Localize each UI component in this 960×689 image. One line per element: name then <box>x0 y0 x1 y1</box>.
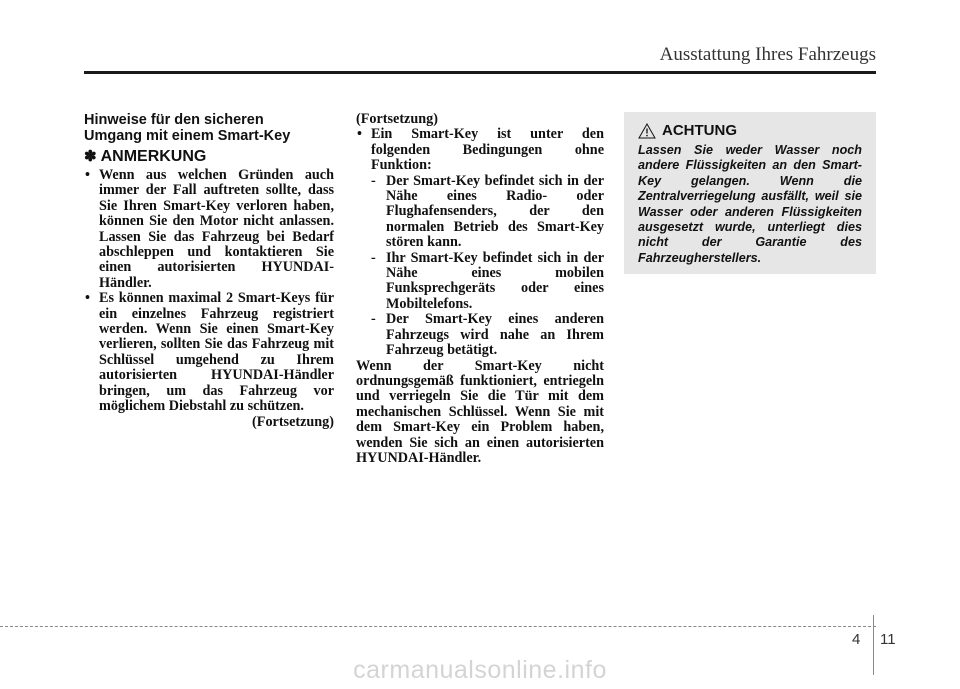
warning-box <box>624 112 876 274</box>
list-item-text: Ein Smart-Key ist unter den folgenden Bedingungen ohne Funktion: <box>371 126 604 174</box>
continued-label: (Fortsetzung) <box>252 413 334 430</box>
sub-list-item <box>371 251 604 313</box>
footer-rule <box>0 626 876 627</box>
sub-list-item-text: Der Smart-Key befindet sich in der Nähe eines Radio- oder Flughafensenders, der den normalen Betrieb des Smart-Key stören kann. <box>386 172 604 251</box>
dash-marker: - <box>371 311 376 328</box>
header-rule <box>84 71 876 74</box>
section-title <box>84 112 334 144</box>
sub-list-item <box>371 174 604 251</box>
column-middle <box>356 112 604 466</box>
dash-marker: - <box>371 249 376 266</box>
sub-list-item-text: Ihr Smart-Key befindet sich in der Nähe eines mobilen Funksprechgeräts oder eines Mobiltelefons. <box>386 249 604 312</box>
warning-text: Lassen Sie weder Wasser noch andere Flüssigkeiten an den Smart-Key gelangen. Wenn die Zentralverriegelung ausfällt, weil sie Wasser oder anderen Flüssigkeiten ausgesetzt wurde, unterliegt dies nicht der Garantie des Fahrzeugherstellers. <box>638 143 862 265</box>
note-heading-label: ANMERKUNG <box>100 148 207 165</box>
column-left <box>84 112 334 430</box>
continued-label: (Fortsetzung) <box>356 111 438 127</box>
body-paragraph: Wenn der Smart-Key nicht ordnungsgemäß funktioniert, entriegeln und verriegeln Sie die Tür mit dem mechanischen Schlüssel. Wenn Sie mit dem Smart-Key ein Problem haben, wenden Sie sich an einen autorisierten HYUNDAI-Händler. <box>356 357 604 466</box>
sub-list-item-text: Der Smart-Key eines anderen Fahrzeugs wird nahe an Ihrem Fahrzeug betätigt. <box>386 311 604 359</box>
bullet-marker: • <box>357 126 362 143</box>
page-header-title: Ausstattung Ihres Fahrzeugs <box>659 44 876 65</box>
note-star-icon: ✽ <box>84 148 97 165</box>
page-number: 11 <box>880 631 896 648</box>
warning-heading <box>638 122 862 139</box>
bullet-marker: • <box>85 290 90 307</box>
dash-marker: - <box>371 172 376 189</box>
list-item <box>84 291 334 414</box>
list-item-text: Wenn aus welchen Gründen auch immer der Fall auftreten sollte, dass Sie Ihren Smart-Key verloren haben, können Sie den Motor nicht anlassen. Lassen Sie das Fahrzeug bei Bedarf abschleppen und kontaktieren Sie einen autorisierten HYUNDAI-Händler. <box>99 167 334 291</box>
warning-triangle-icon <box>638 123 656 139</box>
list-item-text: Es können maximal 2 Smart-Keys für ein einzelnes Fahrzeug registriert werden. Wenn Sie einen Smart-Key verlieren, sollten Sie das Fahrzeug mit Schlüssel umgehend zu Ihrem autorisierten HYUNDAI-Händler bringen, um das Fahrzeug vor möglichem Diebstahl zu schützen. <box>99 290 334 415</box>
section-title-line2: Umgang mit einem Smart-Key <box>84 128 291 144</box>
warning-heading-label: ACHTUNG <box>662 122 737 139</box>
section-title-line1: Hinweise für den sicheren <box>84 112 264 128</box>
bullet-marker: • <box>85 167 90 183</box>
note-heading <box>84 148 334 166</box>
sub-list-item <box>371 312 604 358</box>
watermark: carmanualsonline.info <box>353 656 607 684</box>
list-item <box>356 127 604 358</box>
list-item <box>84 168 334 291</box>
chapter-number: 4 <box>852 631 861 648</box>
